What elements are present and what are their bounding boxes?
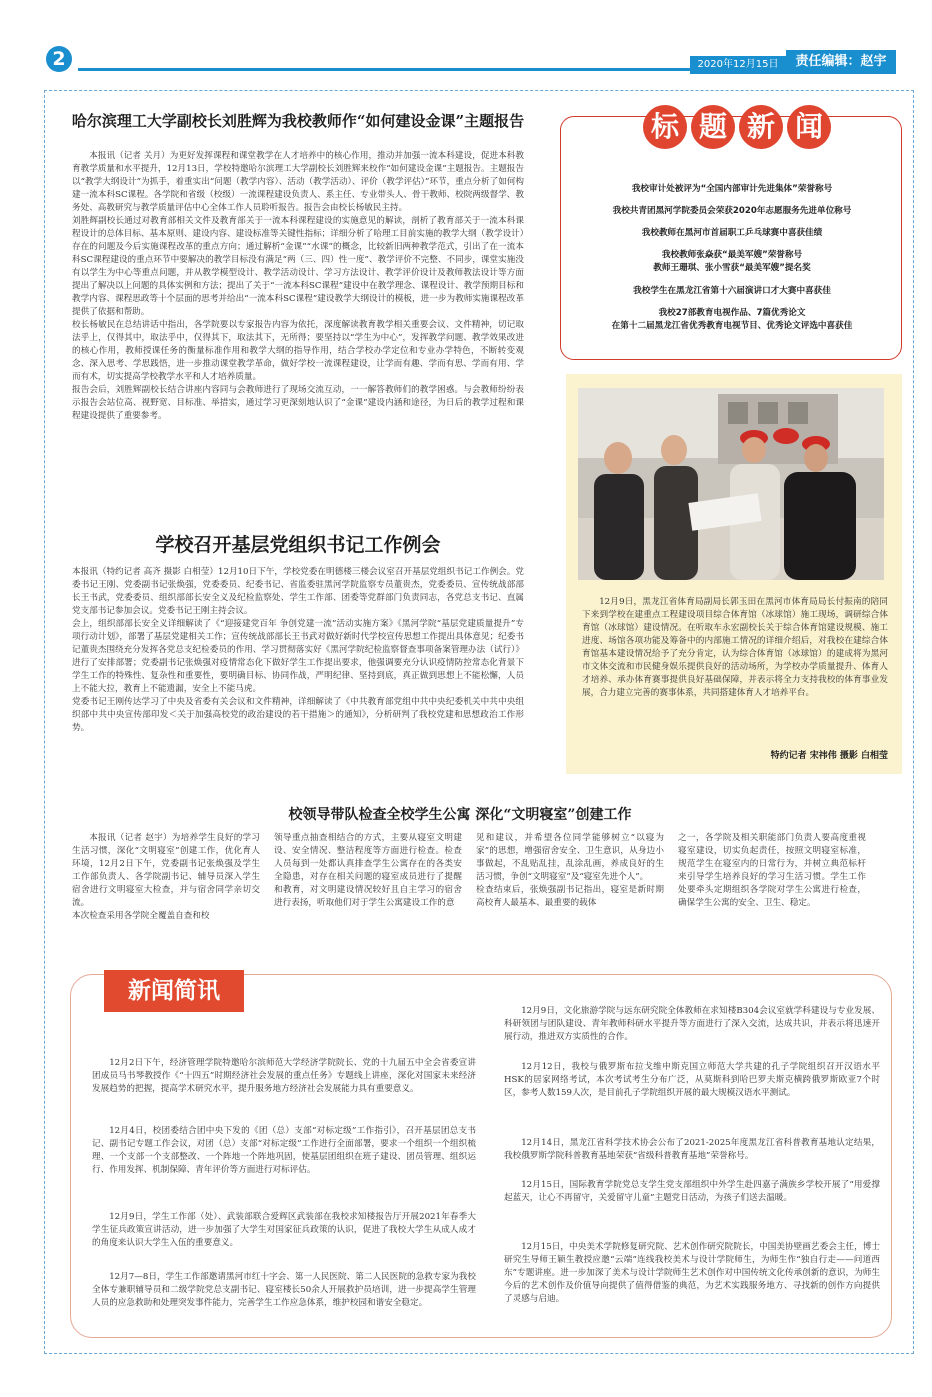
article3-col1: 本报讯（记者 赵宇）为培养学生良好的学习生活习惯，深化“文明寝室”创建工作，优化育人环境，12月2日下午，党委副书记张焕强及学生工作部负责人、各学院副书记、辅导员深入学生宿舍进行文明寝室大检查，并与宿舍同学亲切交流。 本次检查采用各学院全覆盖自查和校 bbox=[72, 833, 260, 921]
headline-item: 我校学生在黑龙江省第十六届演讲口才大赛中喜获佳 bbox=[633, 286, 831, 296]
brief-item: 12月14日，黑龙江省科学技术协会公布了2021-2025年度黑龙江省科普教育基地认定结果，我校俄罗斯学院科普教育基地荣获“省级科普教育基地”荣誉称号。 bbox=[504, 1137, 880, 1161]
headline-item: 我校审计处被评为“全国内部审计先进集体”荣誉称号 bbox=[631, 184, 833, 194]
headline-item: 我校教师在黑河市首届职工乒乓球赛中喜获佳绩 bbox=[641, 228, 823, 238]
article2-body: 本报讯（特约记者 高齐 摄影 白相莹）12月10日下午，学校党委在明德楼三楼会议室召开基层党组织书记工作例会。党委书记王刚、党委副书记张焕强，党委委员、纪委书记、省监委驻黑河学院监察专员董贵杰，党委委员、宣传统战部部长王书武，党委委员、组织部部长安全义及纪检监察处、学生工作部、团委等党群部门负责同志，各党总支书记、直属党支部书记参加会议。党委书记王刚主持会议。 会上，组织部部长安全义详细解读了《“迎接建党百年 争创党建一流”活动实施方案》《黑河学院“基层党建质量提升”专项行动计划》，部署了基层党建相关工作；宣传统战部部长王书武对做好新时代学校宣传思想工作提出具体意见；纪委书记董贵杰围绕充分发挥各党总支纪检委员的作用、学习贯彻落实好《黑河学院纪检监察督查事项备案管理办法（试行）》进行了安排部署；党委副书记张焕强对疫情常态化下做好学生工作提出要求，他强调要充分认识疫情防控常态化背景下学生工作的特殊性、复杂性和重要性，要明确目标、协同作战，严明纪律、坚持到底，真正做到思想上不能松懈，人员上不能大拉，教育上不能遗漏，安全上不能马虎。 党委书记王刚传达学习了中央及省委有关会议和文件精神，详细解读了《中共教育部党组中共中央纪委机关中共中央组织部中共中央宣传部印发＜关于加强高校党的政治建设的若干措施＞的通知》，分析研判了我校党建和思想政治工作形势。 bbox=[72, 567, 524, 733]
headline-news-box bbox=[560, 110, 902, 360]
page-number: 2 bbox=[46, 46, 72, 72]
headline-item: 我校共青团黑河学院委员会荣获2020年志愿服务先进单位称号 bbox=[612, 206, 852, 216]
issue-date: 2020年12月15日 bbox=[690, 56, 786, 74]
brief-item: 12月4日，校团委结合团中央下发的《团（总）支部“对标定级”工作指引》，召开基层团总支书记、副书记专题工作会议，对团（总）支部“对标定级”工作进行全面部署，要求一个组织一个组织梳理、一个支部一个支部整改、一个阵地一个阵地巩固，使基层团组织在班子建设、团员管理、组织运行、作用发挥、机制保障、青年评价等方面进行对标评估。 bbox=[92, 1125, 476, 1175]
headline-char: 标 bbox=[643, 105, 687, 149]
news-brief-title: 新闻简讯 bbox=[104, 970, 244, 1012]
article3-col3: 见和建议，并希望各位同学能够树立“以寝为家”的思想，增强宿舍安全、卫生意识，从身边小事做起，不乱贴乱挂，乱涂乱画，养成良好的生活习惯，争创“文明寝室”及“寝室先进个人”。 检查结束后，张焕强副书记指出，寝室是新时期高校育人最基本、最重要的载体 bbox=[476, 833, 664, 908]
headline-item: 我校教师张焱获“最美军嫂”荣誉称号 教师王珊琪、张小雪获“最美军嫂”提名奖 bbox=[653, 250, 811, 273]
article3-col4: 之一，各学院及相关职能部门负责人要高度重视寝室建设，切实负起责任，按照文明寝室标准，规范学生在寝室内的日常行为，并树立典范标杆来引导学生培养良好的学习生活习惯。学生工作处要牵头定期组织各学院对学生公寓进行检查，确保学生公寓的安全、卫生、稳定。 bbox=[678, 833, 866, 908]
brief-item: 12月9日，文化旅游学院与远东研究院全体教师在求知楼B304会议室就学科建设与专业发展、科研领团与团队建设、青年教师科研水平提升等方面进行了深入交流，达成共识，并表示将迅速开展行动，推进双方实质性的合作。 bbox=[504, 1005, 880, 1042]
article2-title: 学校召开基层党组织书记工作例会 bbox=[155, 534, 441, 556]
headline-char: 闻 bbox=[787, 105, 831, 149]
article1-title: 哈尔滨理工大学副校长刘胜辉为我校教师作“如何建设金课”主题报告 bbox=[71, 112, 525, 130]
brief-item: 12月12日，我校与俄罗斯布拉戈维申斯克国立师范大学共建的孔子学院组织召开汉语水平HSK的居家网络考试，本次考试考生分布广泛，从莫斯科到哈巴罗夫斯克横跨俄罗斯欧亚7个时区，参考人数159人次，是目前孔子学院组织开展的最大规模汉语水平测试。 bbox=[504, 1061, 880, 1098]
brief-item: 12月2日下午，经济管理学院特邀哈尔滨师范大学经济学院院长、党的十九届五中全会省委宣讲团成员马书琴教授作《“十四五”时期经济社会发展的重点任务》专题线上讲座，深化对国家未来经济发展趋势的把握，提高学术研究水平，提升服务地方经济社会发展能力具有重要意义。 bbox=[92, 1057, 476, 1094]
photo-caption: 12月9日，黑龙江省体育局副局长郭玉田在黑河市体育局局长付振南的陪同下来到学校在建重点工程建设项目综合体育馆（冰球馆）施工现场，调研综合体育馆（冰球馆）建设情况。在听取车永宏副校长关于综合体育馆建设规模、施工进度、场馆各项功能及筹备中的内部施工情况的详细介绍后，对我校在建综合体育馆基本建设情况给予了充分肯定，认为综合体育馆（冰球馆）的建成将为黑河市文体交流和市民健身娱乐提供良好的活动场所，为学校办学质量提升、体育人才培养、承办体育赛事提供良好基础保障，并表示将全力支持我校的体育事业发展，合力建立完善的赛事体系，共同搭建体育人才培养平台。 bbox=[582, 597, 888, 698]
article3-title: 校领导带队检查全校学生公寓 深化“文明寝室”创建工作 bbox=[288, 807, 632, 823]
article3-col2: 领导重点抽查相结合的方式，主要从寝室文明建设、安全情况、整洁程度等方面进行检查。检查人员每到一处都认真排查学生公寓存在的各类安全隐患，对存在相关问题的寝室成员进行了提醒和教育，对文明建设情况较好且自主学习的宿舍进行表扬，听取他们对于学生公寓建设工作的意 bbox=[274, 833, 462, 908]
brief-item: 12月15日，国际教育学院党总支学生党支部组织中外学生赴四嘉子满族乡学校开展了“用爱撑起蓝天，让心不再留守，关爱留守儿童”主题党日活动，为孩子们送去温暖。 bbox=[504, 1179, 880, 1203]
article1-body: 本报讯（记者 关月）为更好发挥课程和课堂教学在人才培养中的核心作用，推动并加强一流本科建设，促进本科教育教学质量和水平提升，12月13日，学校特邀哈尔滨理工大学副校长刘胜辉来校作“如何建设金课”主题报告。主题报告以“教学大纲设计”为抓手，着重实出“问题（教学内容）、活动（教学活动）、评价（教学评估）”环节，重点分析了如何构建一流本科SC课程。各学院和省级（校级）一流课程建设负责人、系主任、专业带头人、骨干教师、校院两级督学、教务处、高教研究与教学质量评估中心全体工作人员聆听报告。报告会由校长杨敏民主持。 刘胜辉副校长通过对教育部相关文件及教育部关于一流本科课程建设的实施意见的解读，剖析了教育部关于一流本科课程设计的总体目标、基本原则、建设内容、建设标准等关键性指标；详细分析了哈理工目前实施的教学大纲（教学设计）存在的问题及今后实施课程改革的重点方向；通过解析“金课”“水课”的概念，比较新旧两种教学范式，引出了在一流本科SC课程建设的重点环节中要解决的教学目标没有满足“两（三、四）性一度”、教学评价不完整、不同步，课堂实施没有以学生为中心等重点问题，并从教学模型设计、教学活动设计、学习方法设计、教学评价设计及教师教法设计等方面提出了解决以上问题的具体实例和方法；提出了关于“一流本科SC课程”建设中在教学理念、课程设计、教学预期目标和教学内容、课程思政等十个层面的思考并给出“一流本科SC课程”建设教学大纲设计的模板，进一步为教师实施课程改革提供了依据和帮助。 校长杨敏民在总结讲话中指出，各学院要以专家报告内容为依托，深度解读教育教学相关重要会议、文件精神，切记取法乎上，仅得其中，取法乎中，仅得其下，取法其下，无所得；要坚持以“学生为中心”，发挥教学问题、教学效果改进的核心作用，教师授课任务的衡量标准作用和教学大纲的指导作用，结合学校办学定位和专业办学特色，不断转变观念、深入思考、学思践悟，进一步推动课堂教学革命，做好学校一流课程建设，让学而有趣、学而有思、学而有用、学而有术，切实提高学校教学水平和人才培养质量。 报告会后，刘胜辉副校长结合讲座内容同与会教师进行了现场交流互动，一一解答教师们的教学困惑。与会教师纷纷表示报告会站位高、视野宽、目标准、举措实，通过学习更深刻地认识了“金课”建设内涵和途径，为日后的教学过程和课程建设提供了重要参考。 bbox=[72, 151, 524, 421]
headline-char: 题 bbox=[691, 105, 735, 149]
construction-site-photo bbox=[578, 388, 884, 580]
editor-label: 责任编辑：赵宇 bbox=[786, 50, 896, 74]
brief-item: 12月15日，中央美术学院修复研究院、艺术创作研究院院长，中国美协壁画艺委会主任，博士研究生导师王颖生教授应邀“云端”连线我校美术与设计学院师生，为师生作“独自行走——问道西东”专题讲座。进一步加深了美术与设计学院师生艺术创作对中国传统文化传承创新的意识，为师生今后的艺术创作及价值导向提供了值得借鉴的典范，为艺术实践服务地方、寻找新的创作方向提供了灵感与启迪。 bbox=[504, 1241, 880, 1304]
headline-item: 我校27部教育电视作品、7篇优秀论文 在第十二届黑龙江省优秀教育电视节目、优秀论文评选中喜获佳 bbox=[611, 308, 853, 331]
brief-item: 12月9日，学生工作部（处）、武装部联合爱辉区武装部在我校求知楼报告厅开展2021年春季大学生征兵政策宣讲活动，进一步加强了大学生对国家征兵政策的认识，促进了我校大学生从成人成才的角度来认识大学生入伍的重要意义。 bbox=[92, 1211, 476, 1248]
brief-item: 12月7—8日，学生工作部邀请黑河市红十字会、第一人民医院、第二人民医院的急救专家为我校全体专兼职辅导员和二级学院党总支副书记、寝室楼长50余人开展救护员培训，进一步提高学生管理人员的应急救助和处理突发事件能力，完善学生工作应急体系，维护校园和谐安全稳定。 bbox=[92, 1271, 476, 1308]
header-rule bbox=[78, 68, 690, 71]
photo-credit: 特约记者 宋祎伟 摄影 白相莹 bbox=[770, 751, 888, 761]
headline-char: 新 bbox=[739, 105, 783, 149]
